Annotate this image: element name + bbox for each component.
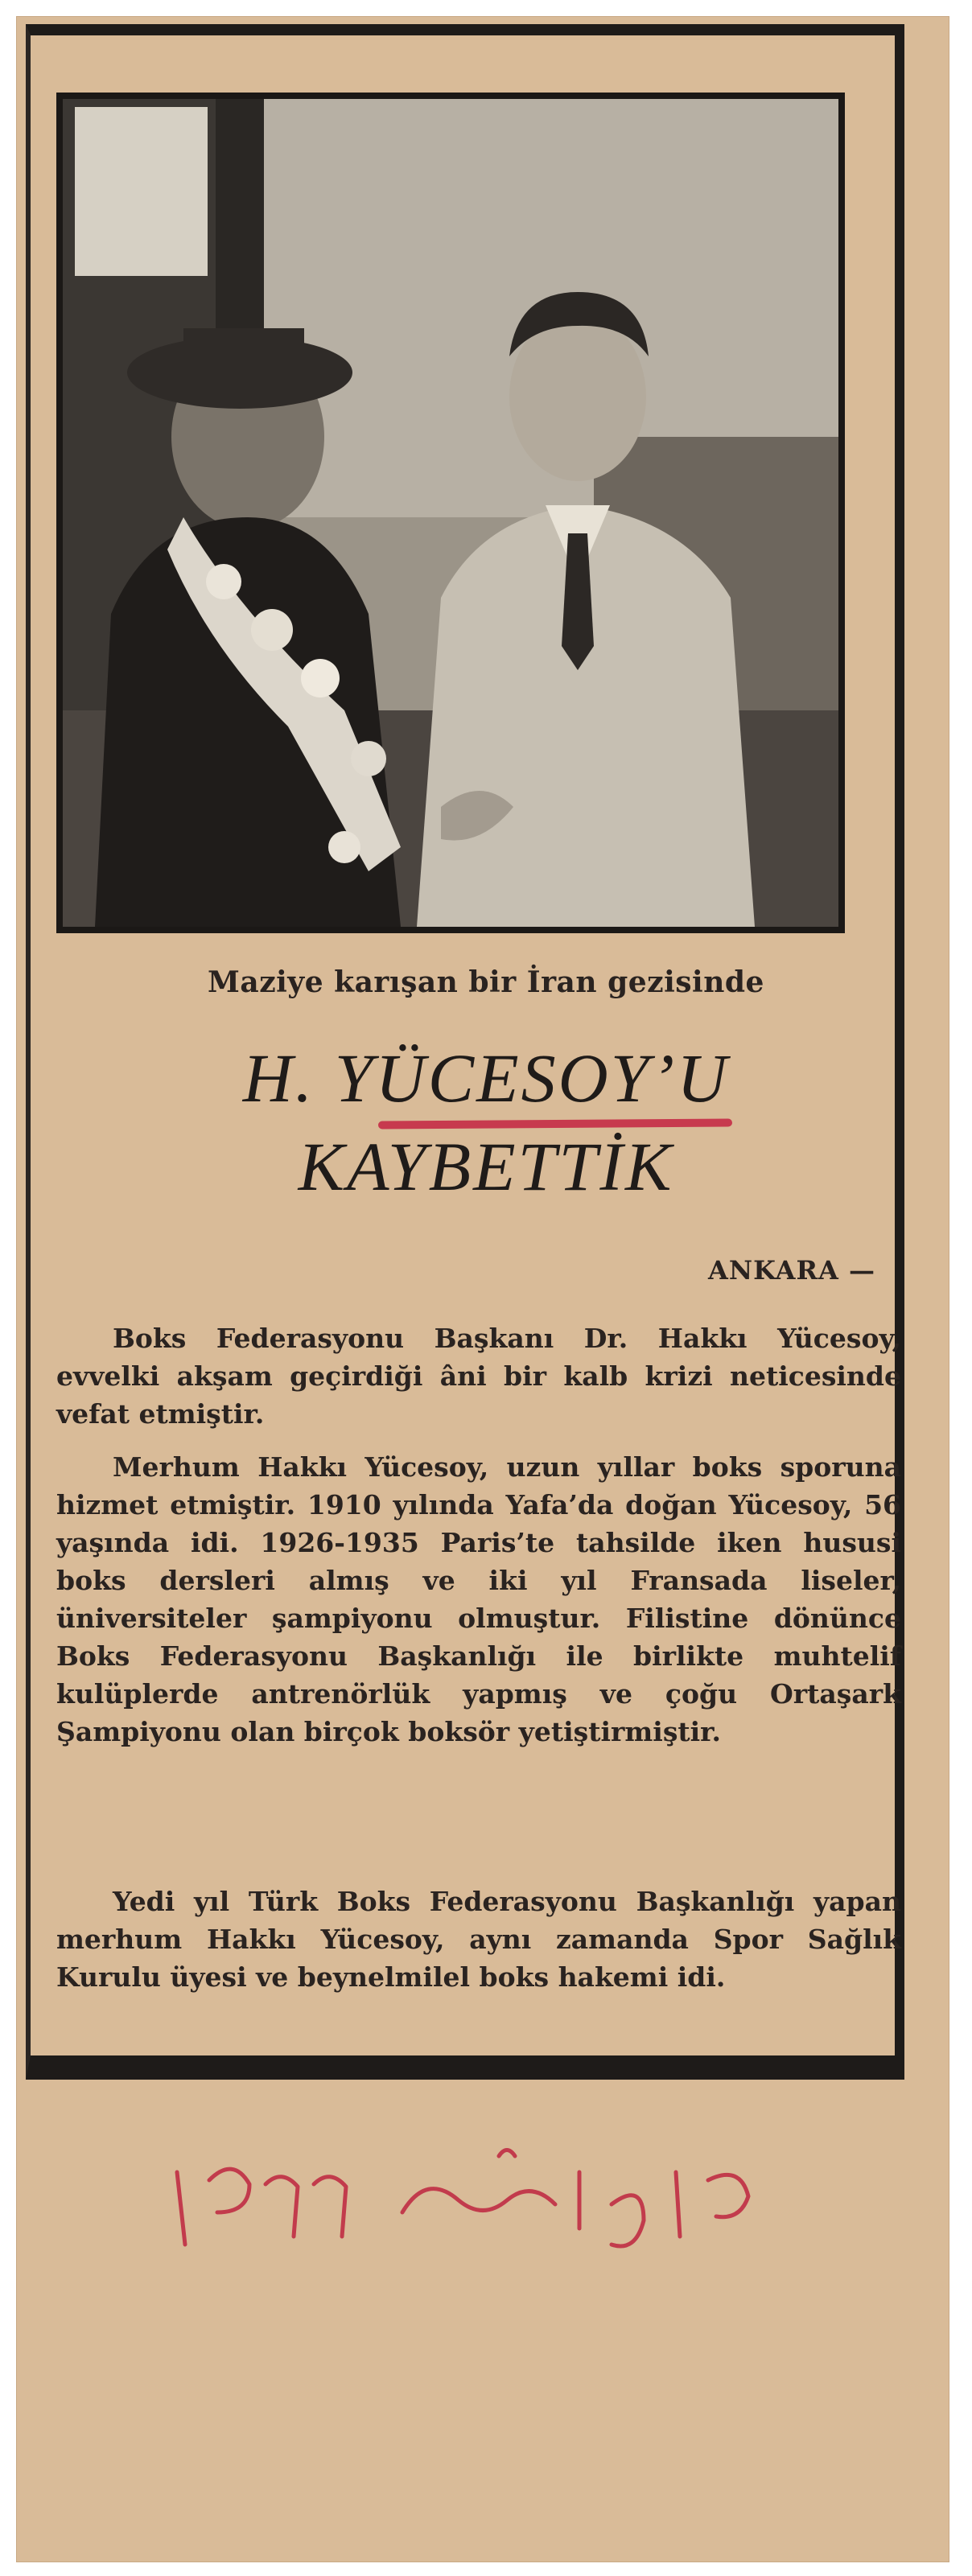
article-paragraph-2: Merhum Hakkı Yücesoy, uzun yıllar boks sporuna hizmet etmiştir. 1910 yılında Yafa’da doğan Yücesoy, 56 yaşında idi. 1926-1935 Paris’te tahsilde iken hususi boks dersleri almış ve iki yıl Fransada liseler, üniversiteler şampiyonu olmuştur. Filistine dönünce Boks Federasyonu Başkanlığı ile birlikte muhtelif kulüplerde antrenörlük yapmış ve çoğu Ortaşark Şampiyonu olan birçok boksör yetiştirmiştir.: [56, 1451, 901, 1747]
article-paragraph-3: Yedi yıl Türk Boks Federasyonu Başkanlığı yapan merhum Hakkı Yücesoy, aynı zamanda Spor Sağlık Kurulu üyesi ve beynelmilel boks hakemi idi.: [56, 1886, 901, 1993]
article-paragraph-1: Boks Federasyonu Başkanı Dr. Hakkı Yücesoy, evvelki akşam geçirdiği âni bir kalb krizi neticesinde vefat etmiştir.: [56, 1323, 901, 1430]
photo-caption: Maziye karışan bir İran gezisinde: [208, 965, 764, 999]
handwritten-date-note: [161, 2124, 821, 2269]
dateline: ANKARA —: [708, 1255, 875, 1286]
headline-line-2: KAYBETTİK: [298, 1128, 674, 1205]
photo-two-men-greeting: [63, 99, 838, 927]
headline-line-1: H. YÜCESOY’U: [242, 1039, 730, 1117]
article-photo: [56, 93, 845, 933]
